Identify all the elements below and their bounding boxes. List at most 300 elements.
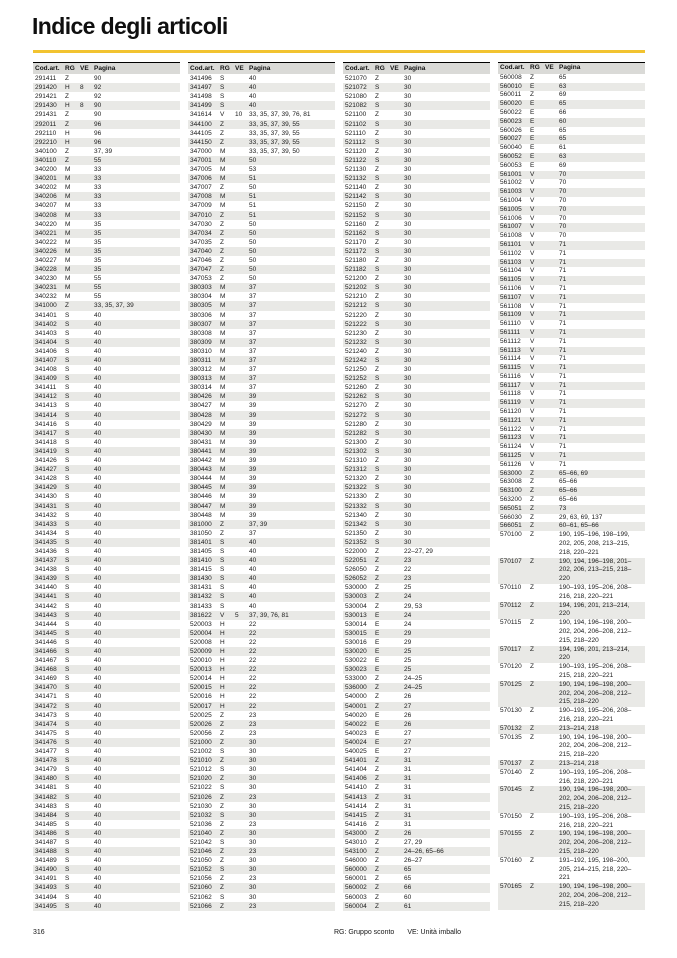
table-row <box>188 447 335 456</box>
page-cell: 50 <box>249 229 257 237</box>
page-cell: 71 <box>559 240 567 248</box>
page-cell: 40 <box>94 338 102 346</box>
page-cell: 37 <box>249 338 257 346</box>
table-row <box>498 443 645 452</box>
rg-cell: V <box>530 170 535 178</box>
page-cell: 23 <box>249 902 257 910</box>
table-row <box>188 611 335 620</box>
code-cell: 530016 <box>345 638 367 646</box>
page-cell: 40 <box>94 593 102 601</box>
table-row <box>498 382 645 391</box>
page-cell: 30 <box>404 338 412 346</box>
code-cell: 380442 <box>190 457 212 465</box>
ve-cell <box>80 238 94 247</box>
code-cell: 521282 <box>345 429 367 437</box>
rg-cell: S <box>65 429 70 437</box>
page-cell: 55 <box>94 284 102 292</box>
page-cell: 71 <box>559 293 567 301</box>
rg-cell: S <box>375 320 380 328</box>
rg-cell: V <box>530 328 535 336</box>
rg-cell: Z <box>375 838 379 846</box>
code-cell: 347030 <box>190 220 212 228</box>
ve-cell <box>545 329 559 338</box>
ve-cell <box>235 101 249 110</box>
table-row <box>498 250 645 259</box>
rg-cell: S <box>65 320 70 328</box>
rg-cell: S <box>375 411 380 419</box>
table-row <box>33 83 180 92</box>
rg-cell: M <box>220 447 226 455</box>
code-cell: 341407 <box>35 357 57 364</box>
rg-cell: V <box>530 416 535 424</box>
table-row <box>188 274 335 283</box>
code-cell: 340100 <box>35 147 57 155</box>
code-cell: 560020 <box>500 100 522 108</box>
rg-cell: Z <box>375 547 379 555</box>
code-cell: 563000 <box>500 469 522 477</box>
table-row <box>498 725 645 734</box>
rg-cell: S <box>65 766 70 774</box>
page-cell: 71 <box>559 302 567 310</box>
table-row <box>188 793 335 802</box>
ve-cell <box>80 502 94 511</box>
ve-cell <box>80 156 94 165</box>
code-cell: 341416 <box>35 420 57 428</box>
page-cell: 33, 35, 37, 39, 50 <box>249 147 300 155</box>
ve-cell <box>390 511 404 520</box>
rg-cell: M <box>220 475 226 483</box>
page-cell: 65–66 <box>559 496 578 504</box>
table-row <box>188 783 335 792</box>
table-row <box>498 505 645 514</box>
page-cell: 37 <box>249 320 257 328</box>
code-cell: 520017 <box>190 702 212 710</box>
column-header: RG <box>220 65 230 72</box>
code-cell: 341494 <box>35 893 57 901</box>
table-row <box>343 165 490 174</box>
ve-cell <box>80 183 94 192</box>
page-cell: 33, 35, 37, 39 <box>94 302 134 310</box>
page-cell: 35 <box>94 220 102 228</box>
code-cell: 563008 <box>500 478 522 486</box>
page-cell: 190, 194, 196–198, 201–202, 206, 213–215, 218–220 <box>559 557 632 583</box>
table-row <box>498 74 645 83</box>
page-cell: 30 <box>404 511 412 519</box>
column-header-row <box>33 62 180 74</box>
code-cell: 560000 <box>345 866 367 874</box>
page-cell: 65 <box>404 866 412 874</box>
page-cell: 71 <box>559 434 567 442</box>
rg-cell: Z <box>375 884 379 892</box>
page-cell: 71 <box>559 346 567 354</box>
page-cell: 30 <box>404 357 412 364</box>
rg-cell: Z <box>375 475 379 483</box>
code-cell: 347053 <box>190 275 212 283</box>
ve-cell <box>80 401 94 410</box>
page-cell: 31 <box>404 820 412 828</box>
rg-cell: M <box>65 184 71 192</box>
ve-cell <box>235 620 249 629</box>
ve-cell <box>80 829 94 838</box>
ve-cell <box>390 183 404 192</box>
code-cell: 541404 <box>345 766 367 774</box>
ve-cell <box>545 663 559 681</box>
code-cell: 521172 <box>345 247 367 255</box>
page-cell: 30 <box>249 775 257 783</box>
table-row <box>188 838 335 847</box>
page-cell: 50 <box>249 256 257 264</box>
rg-cell: V <box>530 381 535 389</box>
table-row <box>188 638 335 647</box>
code-cell: 347047 <box>190 266 212 274</box>
code-cell: 380430 <box>190 429 212 437</box>
rg-cell: S <box>65 557 70 565</box>
ve-cell <box>390 320 404 329</box>
code-cell: 341488 <box>35 848 57 856</box>
code-cell: 570137 <box>500 759 522 767</box>
page-cell: 22 <box>249 620 257 628</box>
code-cell: 341467 <box>35 657 57 665</box>
ve-cell <box>545 285 559 294</box>
page-cell: 30 <box>249 802 257 810</box>
page-cell: 30 <box>404 384 412 392</box>
table-row <box>188 129 335 138</box>
ve-cell <box>235 256 249 265</box>
table-row <box>343 311 490 320</box>
ve-cell <box>80 592 94 601</box>
table-row <box>188 683 335 692</box>
code-cell: 570132 <box>500 724 522 732</box>
table-row <box>343 747 490 756</box>
code-cell: 541415 <box>345 811 367 819</box>
table-row <box>33 774 180 783</box>
table-row <box>188 465 335 474</box>
ve-cell <box>390 447 404 456</box>
code-cell: 341440 <box>35 584 57 592</box>
rg-cell: Z <box>220 129 224 137</box>
ve-cell <box>390 301 404 310</box>
page-cell: 30 <box>404 120 412 128</box>
page-cell: 22 <box>249 693 257 701</box>
page-cell: 22 <box>249 629 257 637</box>
rg-cell: M <box>220 438 226 446</box>
table-row <box>33 720 180 729</box>
table-row <box>498 417 645 426</box>
page-cell: 30 <box>249 757 257 765</box>
page-cell: 30 <box>404 129 412 137</box>
page-cell: 70 <box>559 205 567 213</box>
table-row <box>33 165 180 174</box>
code-cell: 521110 <box>345 129 366 137</box>
table-row <box>188 811 335 820</box>
code-cell: 381401 <box>190 538 212 546</box>
rg-cell: M <box>220 466 226 474</box>
code-cell: 561115 <box>500 364 521 372</box>
page-cell: 23 <box>249 793 257 801</box>
code-cell: 380444 <box>190 475 212 483</box>
table-row <box>188 147 335 156</box>
rg-cell: V <box>530 460 535 468</box>
rg-cell: H <box>220 620 225 628</box>
page-cell: 51 <box>249 193 257 201</box>
page-cell: 30 <box>404 193 412 201</box>
code-cell: 347008 <box>190 193 212 201</box>
rg-cell: S <box>375 266 380 274</box>
rg-cell: S <box>65 384 70 392</box>
table-row <box>188 529 335 538</box>
code-cell: 291421 <box>35 93 57 101</box>
code-cell: 521120 <box>345 147 367 155</box>
page-cell: 190, 194, 196–198, 200–202, 204, 206–208, 212–215, 218–220 <box>559 786 632 811</box>
code-cell: 344150 <box>190 138 212 146</box>
ve-cell <box>545 109 559 118</box>
ve-cell <box>390 211 404 220</box>
table-row <box>33 738 180 747</box>
ve-cell <box>235 692 249 701</box>
rg-cell: S <box>65 629 70 637</box>
page-cell: 55 <box>94 293 102 301</box>
ve-cell <box>390 738 404 747</box>
ve-cell <box>545 118 559 127</box>
table-row <box>188 329 335 338</box>
page-cell: 40 <box>249 84 257 92</box>
ve-cell <box>390 774 404 783</box>
page-cell: 40 <box>94 375 102 383</box>
rg-cell: Z <box>530 91 534 99</box>
code-cell: 347001 <box>190 156 212 164</box>
rg-cell: S <box>220 575 225 583</box>
page-cell: 40 <box>249 102 257 110</box>
table-row <box>498 285 645 294</box>
code-cell: 521002 <box>190 748 212 756</box>
page-cell: 39 <box>249 420 257 428</box>
code-cell: 530003 <box>345 593 367 601</box>
page-cell: 40 <box>94 329 102 337</box>
rg-cell: Z <box>530 830 534 838</box>
code-cell: 521010 <box>190 757 212 765</box>
ve-cell <box>390 574 404 583</box>
ve-cell <box>390 829 404 838</box>
rg-cell: Z <box>530 663 534 671</box>
page-cell: 190, 194, 196–198, 200–202, 204, 206–208, 212–215, 218–220 <box>559 883 632 908</box>
ve-cell <box>545 135 559 144</box>
code-cell: 570130 <box>500 707 522 715</box>
rg-cell: Z <box>375 184 379 192</box>
rg-cell: Z <box>220 220 224 228</box>
table-row <box>343 738 490 747</box>
rg-cell: S <box>375 138 380 146</box>
rg-cell: S <box>220 547 225 555</box>
table-row <box>498 663 645 681</box>
table-row <box>33 356 180 365</box>
page-cell: 30 <box>404 102 412 110</box>
table-row <box>343 883 490 892</box>
page-cell: 40 <box>94 757 102 765</box>
table-row <box>188 829 335 838</box>
table-row <box>188 511 335 520</box>
column-header-row <box>188 62 335 74</box>
page-cell: 30 <box>404 211 412 219</box>
table-row <box>343 492 490 501</box>
code-cell: 570160 <box>500 856 522 864</box>
table-row <box>498 135 645 144</box>
code-cell: 570150 <box>500 812 522 820</box>
rg-cell: H <box>220 648 225 655</box>
rg-cell: Z <box>220 275 224 283</box>
page-cell: 31 <box>404 766 412 774</box>
ve-cell <box>235 511 249 520</box>
code-cell: 381410 <box>190 557 212 565</box>
ve-cell <box>390 356 404 365</box>
code-cell: 570165 <box>500 883 522 891</box>
ve-cell <box>235 847 249 856</box>
ve-cell <box>545 857 559 883</box>
rg-cell: S <box>375 302 380 310</box>
code-cell: 381415 <box>190 566 212 574</box>
code-cell: 570140 <box>500 768 522 776</box>
code-cell: 520010 <box>190 657 212 665</box>
page-cell: 39 <box>249 466 257 474</box>
page-cell: 71 <box>559 443 567 451</box>
table-row <box>188 211 335 220</box>
rg-cell: Z <box>220 875 224 883</box>
code-cell: 520014 <box>190 675 212 683</box>
code-cell: 521160 <box>345 220 367 228</box>
code-cell: 341439 <box>35 575 57 583</box>
table-row <box>188 547 335 556</box>
rg-cell: S <box>65 547 70 555</box>
page-cell: 40 <box>94 411 102 419</box>
ve-cell <box>235 292 249 301</box>
table-row <box>343 247 490 256</box>
rg-cell: Z <box>375 220 379 228</box>
table-row <box>188 502 335 511</box>
code-cell: 341408 <box>35 366 57 374</box>
rg-cell: S <box>220 748 225 756</box>
code-cell: 341434 <box>35 529 57 537</box>
page-cell: 37 <box>249 366 257 374</box>
page-cell: 30 <box>404 329 412 337</box>
page-cell: 70 <box>559 179 567 187</box>
rg-cell: S <box>65 720 70 728</box>
ve-cell <box>80 547 94 556</box>
page-cell: 39 <box>249 502 257 510</box>
table-row <box>33 729 180 738</box>
code-cell: 521072 <box>345 84 367 92</box>
ve-cell <box>80 256 94 265</box>
table-row <box>33 511 180 520</box>
rg-cell: E <box>375 720 380 728</box>
page-cell: 40 <box>94 884 102 892</box>
table-row <box>33 429 180 438</box>
rg-cell: S <box>65 711 70 719</box>
rg-cell: Z <box>530 733 534 741</box>
page-cell: 39 <box>249 429 257 437</box>
page-cell: 30 <box>404 429 412 437</box>
page-cell: 24–26, 65–66 <box>404 848 444 856</box>
code-cell: 380441 <box>190 447 212 455</box>
ve-cell <box>80 201 94 210</box>
code-cell: 570100 <box>500 531 522 539</box>
table-row <box>33 301 180 310</box>
page-cell: 40 <box>94 684 102 692</box>
table-row <box>343 702 490 711</box>
rg-cell: Z <box>375 875 379 883</box>
page-cell: 22 <box>249 675 257 683</box>
table-row <box>188 647 335 656</box>
table-row <box>343 274 490 283</box>
code-cell: 570135 <box>500 733 522 741</box>
rg-cell: E <box>530 152 535 160</box>
rg-cell: S <box>220 893 225 901</box>
ve-cell <box>235 902 249 911</box>
code-cell: 540001 <box>345 702 367 710</box>
table-row <box>498 487 645 496</box>
table-row <box>343 183 490 192</box>
ve-cell <box>390 602 404 611</box>
code-cell: 341446 <box>35 638 57 646</box>
rg-cell: Z <box>65 111 69 119</box>
page-cell: 27 <box>404 729 412 737</box>
rg-cell: V <box>530 196 535 204</box>
rg-cell: Z <box>530 478 534 486</box>
code-cell: 341419 <box>35 447 57 455</box>
page-cell: 50 <box>249 247 257 255</box>
ve-cell <box>80 147 94 156</box>
rg-cell: S <box>65 775 70 783</box>
table-row <box>343 420 490 429</box>
table-row <box>343 192 490 201</box>
rg-cell: V <box>530 232 535 240</box>
rg-cell: S <box>65 802 70 810</box>
rg-cell: M <box>220 175 226 183</box>
page-cell: 27 <box>404 748 412 756</box>
page-cell: 30 <box>404 520 412 528</box>
code-cell: 561108 <box>500 302 522 310</box>
page-cell: 30 <box>249 838 257 846</box>
page-cell: 40 <box>94 875 102 883</box>
table-row <box>498 461 645 470</box>
rg-cell: M <box>220 311 226 319</box>
code-cell: 570155 <box>500 830 522 838</box>
index-column-2 <box>188 62 335 911</box>
table-row <box>498 188 645 197</box>
table-row <box>343 301 490 310</box>
code-cell: 546000 <box>345 857 367 865</box>
table-row <box>33 847 180 856</box>
code-cell: 347040 <box>190 247 212 255</box>
table-row <box>343 401 490 410</box>
rg-cell: S <box>65 366 70 374</box>
page-cell: 30 <box>404 375 412 383</box>
code-cell: 380446 <box>190 493 212 501</box>
page-cell: 71 <box>559 364 567 372</box>
rg-cell: Z <box>375 347 379 355</box>
code-cell: 347035 <box>190 238 212 246</box>
code-cell: 380308 <box>190 329 212 337</box>
page-cell: 30 <box>249 857 257 865</box>
rg-cell: V <box>530 320 535 328</box>
page-cell: 190–193, 195–206, 208–216, 218, 220–221 <box>559 584 632 600</box>
rg-cell: S <box>65 575 70 583</box>
page-cell: 40 <box>94 611 102 619</box>
ve-cell <box>235 492 249 501</box>
table-row <box>498 452 645 461</box>
table-row <box>33 592 180 601</box>
rg-cell: M <box>220 484 226 492</box>
table-row <box>33 838 180 847</box>
code-cell: 341470 <box>35 684 57 692</box>
